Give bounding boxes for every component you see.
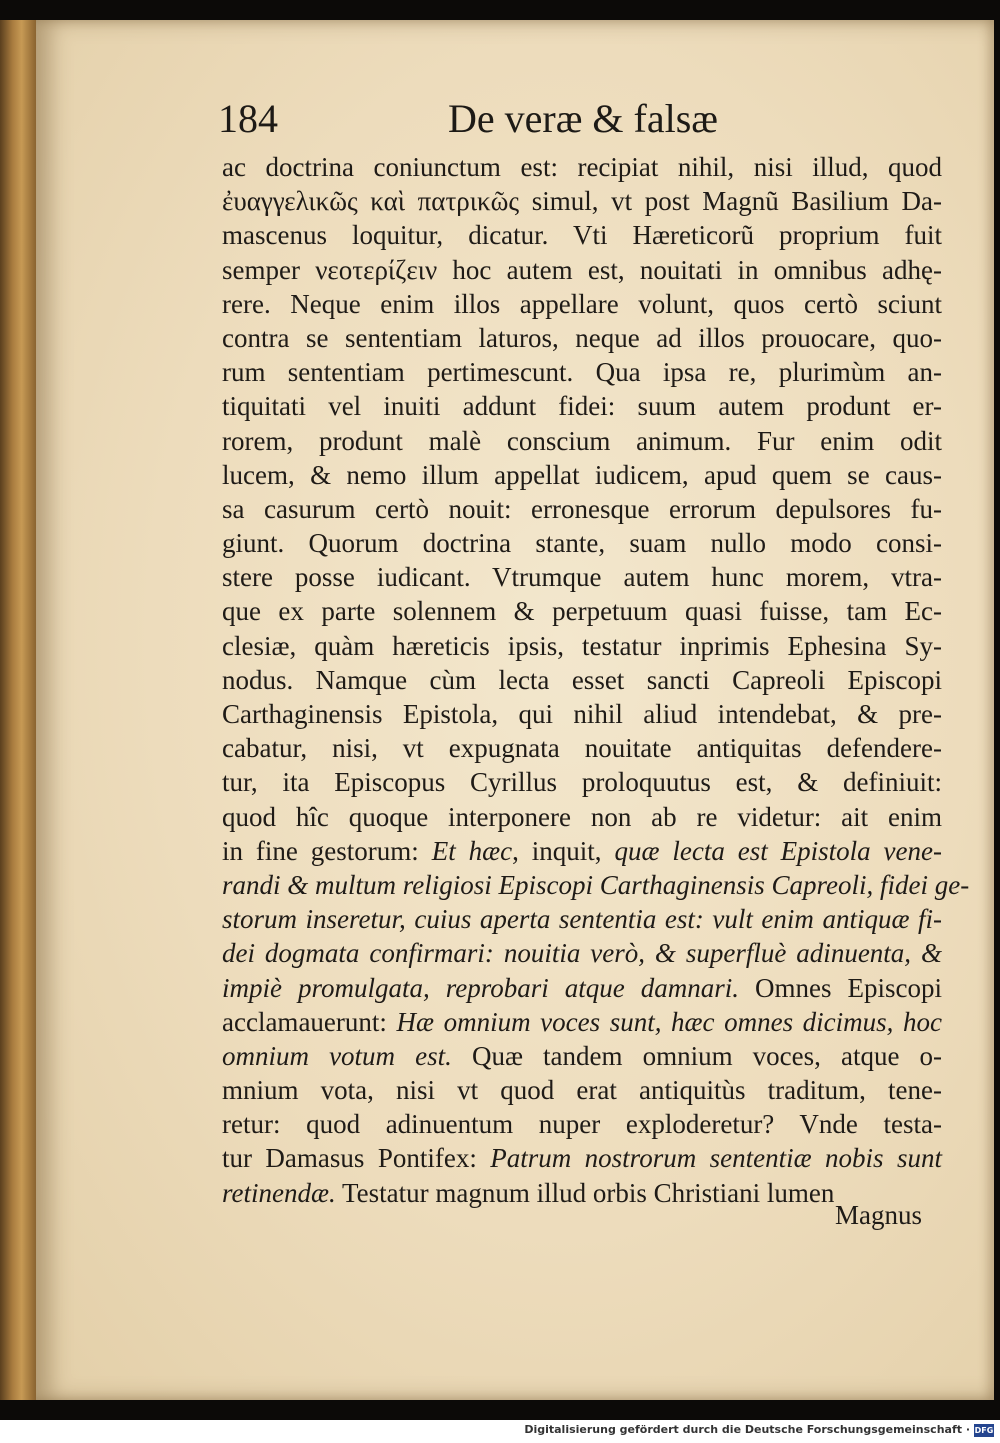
text-segment: tur Damasus Pontifex:: [222, 1143, 491, 1174]
text-line: [222, 1073, 942, 1107]
text-segment: lucem, & nemo illum appellat iudicem, apud quem se caus-: [222, 459, 942, 490]
dfg-logo: DFG: [974, 1426, 994, 1435]
text-segment: ἐυαγγελικῶς καὶ πατρικῶς simul, vt post Magnũ Basilium Da-: [222, 186, 942, 217]
text-line: [222, 150, 942, 184]
text-segment: mascenus loquitur, dicatur. Vti Hæreticorũ proprium fuit: [222, 220, 942, 251]
text-line: [222, 594, 942, 628]
text-line: [222, 526, 942, 560]
text-segment: rere. Neque enim illos appellare volunt, quos certò sciunt: [222, 288, 942, 319]
text-segment: sa casurum certò nouit: erronesque errorum depulsores fu-: [222, 493, 942, 524]
text-segment: Omnes Episcopi: [739, 972, 942, 1003]
text-line: [222, 1107, 942, 1141]
page-number: 184: [218, 96, 278, 141]
text-line: [222, 765, 942, 799]
text-segment: acclamauerunt:: [222, 1006, 397, 1037]
text-segment: clesiæ, quàm hæreticis ipsis, testatur inprimis Ephesina Sy-: [222, 630, 942, 661]
book-edge: [0, 20, 36, 1400]
text-line: [222, 1141, 942, 1175]
italic-segment: omnium votum est.: [222, 1040, 452, 1071]
text-line: [222, 560, 942, 594]
text-segment: tiquitati vel inuiti addunt fidei: suum autem produnt er-: [222, 391, 942, 422]
italic-segment: randi & multum religiosi Episcopi Carthaginensis Capreoli, fidei ge-: [222, 869, 970, 900]
text-line: [222, 697, 942, 731]
text-segment: rorem, produnt malè conscium animum. Fur enim odit: [222, 425, 942, 456]
text-segment: retur: quod adinuentum nuper exploderetur? Vnde testa-: [222, 1109, 942, 1140]
text-line: [222, 936, 942, 970]
catchword: Magnus: [835, 1200, 922, 1230]
text-segment: tur, ita Episcopus Cyrillus proloquutus est, & definiuit:: [222, 767, 942, 798]
text-line: [222, 663, 942, 697]
text-line: [222, 1176, 942, 1210]
text-line: [222, 492, 942, 526]
text-line: [222, 902, 942, 936]
text-line: [222, 424, 942, 458]
text-segment: stere posse iudicant. Vtrumque autem hunc morem, vtra-: [222, 562, 942, 593]
text-segment: ac doctrina coniunctum est: recipiat nihil, nisi illud, quod: [222, 152, 942, 182]
body-text: [222, 150, 970, 1210]
text-segment: Testatur magnum illud orbis Christiani lumen: [335, 1177, 835, 1208]
running-head-title: De veræ & falsæ: [448, 96, 718, 141]
text-line: [222, 800, 942, 834]
italic-segment: retinendæ.: [222, 1177, 336, 1208]
text-segment: nodus. Namque cùm lecta esset sancti Capreoli Episcopi: [222, 664, 942, 695]
italic-segment: Patrum nostrorum sententiæ nobis sunt: [490, 1143, 942, 1174]
text-line: [222, 629, 942, 663]
text-line: [222, 184, 942, 218]
italic-segment: Hæ omnium voces sunt, hæc omnes dicimus, hoc: [396, 1006, 942, 1037]
text-segment: , inquit,: [512, 835, 615, 866]
text-line: [222, 834, 942, 868]
text-segment: in fine gestorum:: [222, 835, 432, 866]
text-line: [222, 355, 942, 389]
text-line: [222, 1005, 942, 1039]
text-line: [222, 868, 970, 902]
italic-segment: storum inseretur, cuius aperta sententia est: vult enim antiquæ fi-: [222, 904, 942, 935]
text-line: [222, 731, 942, 765]
text-segment: Carthaginensis Epistola, qui nihil aliud intendebat, & pre-: [222, 699, 942, 729]
text-segment: quod hîc quoque interponere non ab re videtur: ait enim: [222, 801, 942, 832]
text-line: [222, 971, 942, 1005]
text-line: [222, 321, 942, 355]
text-segment: rum sententiam pertimescunt. Qua ipsa re, plurimùm an-: [222, 357, 942, 388]
italic-segment: Et hæc: [431, 835, 513, 866]
text-line: [222, 458, 942, 492]
text-segment: Quæ tandem omnium voces, atque o-: [451, 1040, 942, 1071]
text-segment: contra se sententiam laturos, neque ad illos prouocare, quo-: [222, 322, 942, 353]
text-line: [222, 218, 942, 252]
text-segment: giunt. Quorum doctrina stante, suam nullo modo consi-: [222, 528, 942, 559]
running-head: [218, 95, 938, 145]
text-line: [222, 1039, 942, 1073]
footer-bar: [0, 1420, 1000, 1443]
italic-segment: quæ lecta est Epistola vene-: [614, 835, 942, 866]
text-line: [222, 287, 942, 321]
italic-segment: dei dogmata confirmari: nouitia verò, & superfluè adinuenta, &: [222, 938, 942, 969]
text-segment: que ex parte solennem & perpetuum quasi fuisse, tam Ec-: [222, 596, 942, 627]
text-segment: mnium vota, nisi vt quod erat antiquitùs traditum, tene-: [222, 1075, 942, 1106]
text-segment: semper νεοτερίζειν hoc autem est, nouitati in omnibus adhę-: [222, 254, 942, 285]
digitization-credit: Digitalisierung gefördert durch die Deutsche Forschungsgemeinschaft ·: [524, 1423, 970, 1436]
text-line: [222, 389, 942, 423]
text-line: [222, 253, 942, 287]
italic-segment: impiè promulgata, reprobari atque damnari.: [222, 972, 739, 1003]
text-segment: cabatur, nisi, vt expugnata nouitate antiquitas defendere-: [222, 733, 942, 764]
